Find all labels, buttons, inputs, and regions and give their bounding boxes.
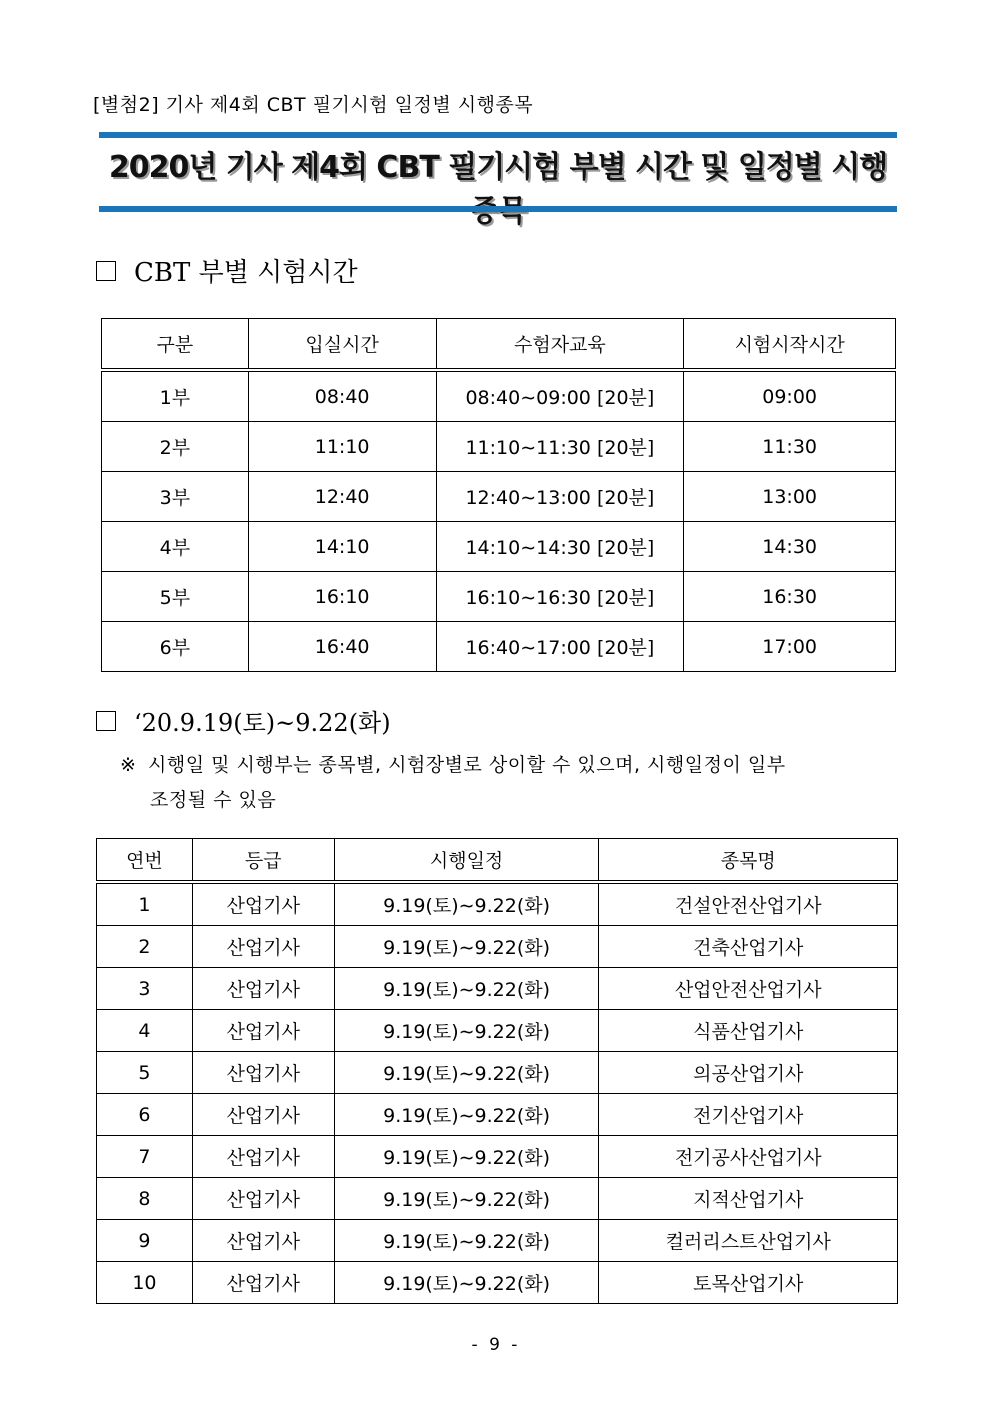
table-cell: 14:30 xyxy=(684,522,896,572)
table-cell: 08:40∼09:00 [20분] xyxy=(436,370,684,422)
table-cell: 9.19(토)∼9.22(화) xyxy=(334,1136,599,1178)
table-cell: 2부 xyxy=(102,422,249,472)
table-cell: 산업안전산업기사 xyxy=(599,968,898,1010)
table-cell: 16:40 xyxy=(248,622,436,672)
table-cell: 산업기사 xyxy=(192,1136,334,1178)
table-cell: 3 xyxy=(97,968,193,1010)
table-cell: 11:10∼11:30 [20분] xyxy=(436,422,684,472)
table-cell: 의공산업기사 xyxy=(599,1052,898,1094)
table-row xyxy=(97,1136,898,1178)
table-cell: 1 xyxy=(97,882,193,926)
table-cell: 산업기사 xyxy=(192,968,334,1010)
table-cell: 6 xyxy=(97,1094,193,1136)
checkbox-square-icon xyxy=(96,711,116,731)
table-row xyxy=(97,1094,898,1136)
table-cell: 17:00 xyxy=(684,622,896,672)
table-row xyxy=(97,1010,898,1052)
table-cell: 산업기사 xyxy=(192,1178,334,1220)
table-cell: 1부 xyxy=(102,370,249,422)
section-heading-date-range xyxy=(96,703,391,738)
note-line: 시행일 및 시행부는 종목별, 시험장별로 상이할 수 있으며, 시행일정이 일부 xyxy=(148,754,786,776)
table-cell: 산업기사 xyxy=(192,882,334,926)
page-number: - 9 - xyxy=(471,1335,521,1355)
table-row xyxy=(97,1220,898,1262)
table-cell: 11:10 xyxy=(248,422,436,472)
table-cell: 9.19(토)∼9.22(화) xyxy=(334,1094,599,1136)
column-header: 수험자교육 xyxy=(436,319,684,371)
exam-time-table xyxy=(101,318,896,672)
table-cell: 16:10 xyxy=(248,572,436,622)
title-bar-top xyxy=(99,132,897,138)
table-cell: 9.19(토)∼9.22(화) xyxy=(334,1262,599,1304)
table-row xyxy=(102,572,896,622)
table-cell: 12:40∼13:00 [20분] xyxy=(436,472,684,522)
checkbox-square-icon xyxy=(96,261,116,281)
table-row xyxy=(102,522,896,572)
table-cell: 산업기사 xyxy=(192,1262,334,1304)
column-header: 등급 xyxy=(192,839,334,883)
table-row xyxy=(97,1052,898,1094)
table-cell: 12:40 xyxy=(248,472,436,522)
table-row xyxy=(102,422,896,472)
table-row xyxy=(97,968,898,1010)
table-cell: 식품산업기사 xyxy=(599,1010,898,1052)
table-cell: 6부 xyxy=(102,622,249,672)
table-cell: 5부 xyxy=(102,572,249,622)
column-header: 시행일정 xyxy=(334,839,599,883)
table-cell: 16:30 xyxy=(684,572,896,622)
table-cell: 9.19(토)∼9.22(화) xyxy=(334,926,599,968)
table-row xyxy=(97,882,898,926)
table-cell: 지적산업기사 xyxy=(599,1178,898,1220)
table-cell: 08:40 xyxy=(248,370,436,422)
table-cell: 10 xyxy=(97,1262,193,1304)
table-cell: 09:00 xyxy=(684,370,896,422)
table-cell: 16:10∼16:30 [20분] xyxy=(436,572,684,622)
table-row xyxy=(102,370,896,422)
table-header-row xyxy=(97,839,898,883)
schedule-note xyxy=(120,748,898,818)
table-row xyxy=(102,622,896,672)
table-cell: 전기산업기사 xyxy=(599,1094,898,1136)
table-cell: 14:10 xyxy=(248,522,436,572)
section-heading-exam-times xyxy=(96,252,358,289)
table-header-row xyxy=(102,319,896,371)
table-cell: 9.19(토)∼9.22(화) xyxy=(334,1220,599,1262)
section-heading-text: CBT 부별 시험시간 xyxy=(134,258,358,288)
table-cell: 산업기사 xyxy=(192,1094,334,1136)
column-header: 연번 xyxy=(97,839,193,883)
column-header: 구분 xyxy=(102,319,249,371)
column-header: 시험시작시간 xyxy=(684,319,896,371)
column-header: 입실시간 xyxy=(248,319,436,371)
table-cell: 14:10∼14:30 [20분] xyxy=(436,522,684,572)
schedule-table xyxy=(96,838,898,1304)
table-cell: 컬러리스트산업기사 xyxy=(599,1220,898,1262)
table-cell: 9.19(토)∼9.22(화) xyxy=(334,1178,599,1220)
section-heading-text: ‘20.9.19(토)~9.22(화) xyxy=(134,709,391,737)
table-cell: 4 xyxy=(97,1010,193,1052)
table-cell: 4부 xyxy=(102,522,249,572)
attachment-label: [별첨2] 기사 제4회 CBT 필기시험 일정별 시행종목 xyxy=(93,94,534,116)
table-cell: 9.19(토)∼9.22(화) xyxy=(334,882,599,926)
table-cell: 산업기사 xyxy=(192,926,334,968)
main-title: 2020년 기사 제4회 CBT 필기시험 부별 시간 및 일정별 시행 xyxy=(108,150,888,185)
table-cell: 건축산업기사 xyxy=(599,926,898,968)
table-cell: 산업기사 xyxy=(192,1052,334,1094)
note-line: 조정될 수 있음 xyxy=(150,789,277,811)
table-cell: 9.19(토)∼9.22(화) xyxy=(334,968,599,1010)
table-cell: 13:00 xyxy=(684,472,896,522)
table-cell: 11:30 xyxy=(684,422,896,472)
title-bar-bottom xyxy=(99,206,897,212)
table-cell: 전기공사산업기사 xyxy=(599,1136,898,1178)
table-row xyxy=(102,472,896,522)
table-row xyxy=(97,926,898,968)
table-cell: 8 xyxy=(97,1178,193,1220)
reference-mark-icon: ※ xyxy=(120,754,137,776)
table-cell: 산업기사 xyxy=(192,1220,334,1262)
table-cell: 9 xyxy=(97,1220,193,1262)
table-cell: 건설안전산업기사 xyxy=(599,882,898,926)
table-cell: 2 xyxy=(97,926,193,968)
table-cell: 16:40∼17:00 [20분] xyxy=(436,622,684,672)
column-header: 종목명 xyxy=(599,839,898,883)
table-cell: 7 xyxy=(97,1136,193,1178)
table-cell: 9.19(토)∼9.22(화) xyxy=(334,1052,599,1094)
table-row xyxy=(97,1178,898,1220)
table-cell: 5 xyxy=(97,1052,193,1094)
table-cell: 산업기사 xyxy=(192,1010,334,1052)
table-cell: 3부 xyxy=(102,472,249,522)
table-cell: 9.19(토)∼9.22(화) xyxy=(334,1010,599,1052)
table-row xyxy=(97,1262,898,1304)
table-cell: 토목산업기사 xyxy=(599,1262,898,1304)
